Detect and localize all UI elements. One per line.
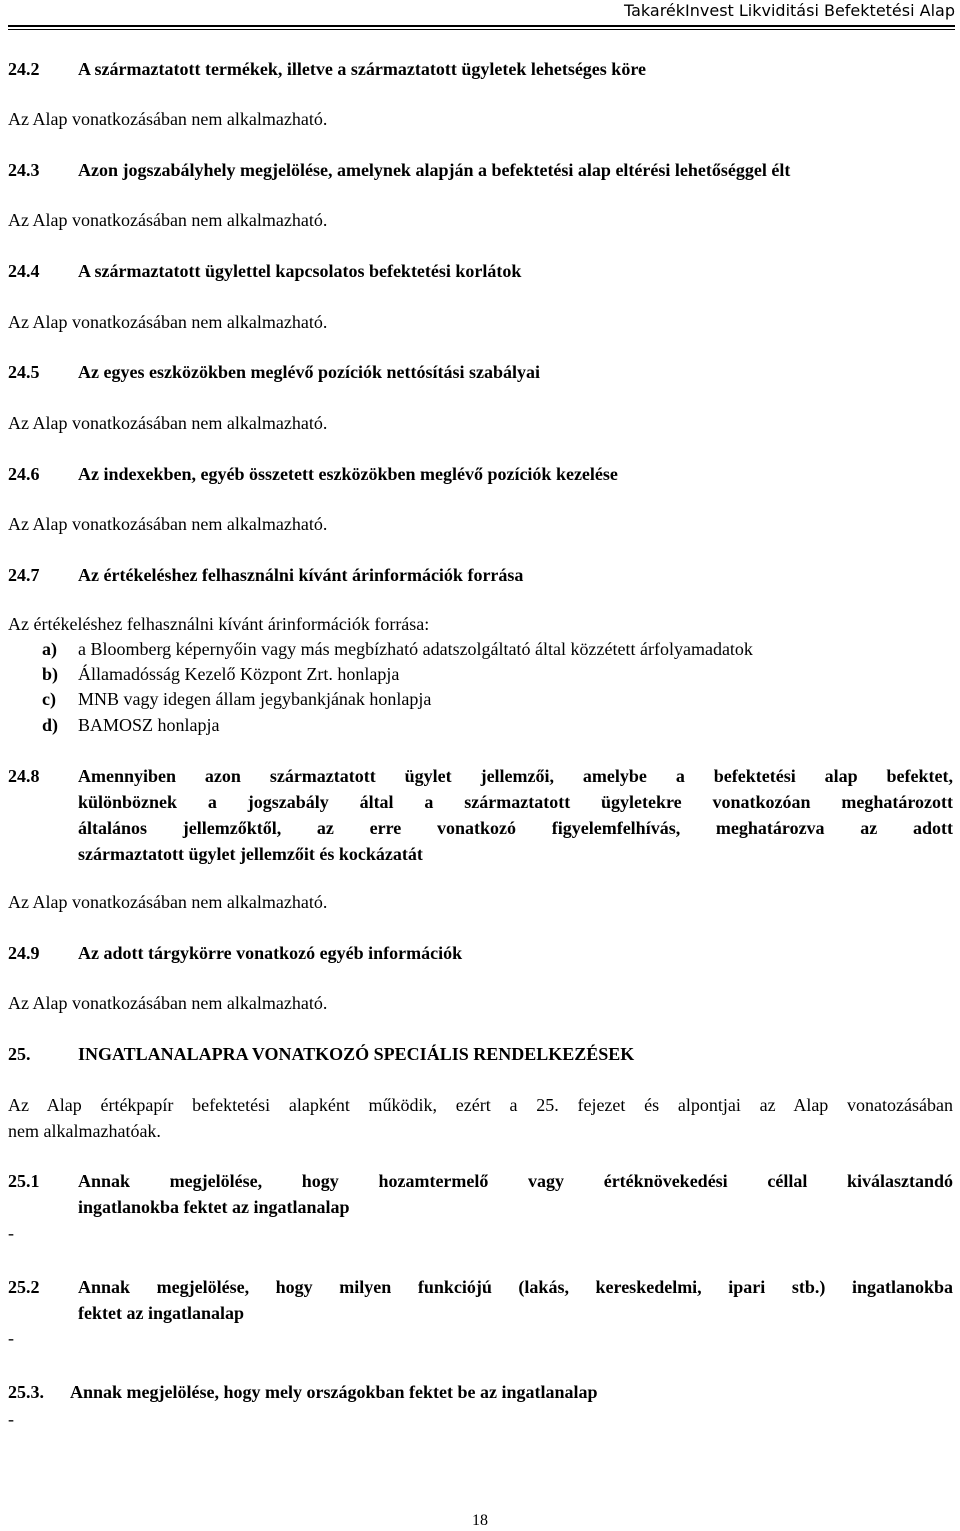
paragraph-24-5: Az Alap vonatkozásában nem alkalmazható. [8,413,328,433]
header-rule-thick [8,25,955,27]
heading-number: 24.8 [8,766,40,786]
heading-number: 24.6 [8,464,40,484]
list-item-b [42,661,399,687]
heading-title: Annak megjelölése, hogy mely országokban fektet be az ingatlanalap [70,1382,598,1402]
heading-title-line: általános jellemzőktől, az erre vonatkozó figyelemfelhívás, meghatározva az adott [78,818,953,838]
header-title: TakarékInvest Likviditási Befektetési Alap [623,1,955,20]
list-item-a [42,636,753,662]
list-item-text: MNB vagy idegen állam jegybankjának honlapja [78,689,432,709]
list-marker: b) [42,664,59,684]
list-marker: d) [42,715,59,735]
paragraph-24-3: Az Alap vonatkozásában nem alkalmazható. [8,210,328,230]
paragraph-24-7-intro: Az értékeléshez felhasználni kívánt árinformációk forrása: [8,614,430,634]
paragraph-25-3: - [8,1409,14,1429]
heading-number: 24.3 [8,160,40,180]
heading-title-line: különböznek a jogszabály által a származtatott ügyletekre vonatkozóan meghatározott [78,792,953,812]
list-item-text: a Bloomberg képernyőin vagy más megbízható adatszolgáltató által közzétett árfolyamadatok [78,639,753,659]
list-marker: a) [42,639,57,659]
heading-title-line: Annak megjelölése, hogy milyen funkciójú (lakás, kereskedelmi, ipari stb.) ingatlanokba [78,1277,953,1297]
heading-number: 24.2 [8,59,40,79]
paragraph-25-line-2: nem alkalmazhatóak. [8,1121,161,1141]
heading-title-line: Annak megjelölése, hogy hozamtermelő vagy értéknövekedési céllal kiválasztandó [78,1171,953,1191]
heading-number: 24.7 [8,565,40,585]
heading-title [78,1168,953,1220]
heading-title: Az indexekben, egyéb összetett eszközökben meglévő pozíciók kezelése [78,464,618,484]
paragraph-25-line-1: Az Alap értékpapír befektetési alapként működik, ezért a 25. fejezet és alpontjai az Alap vonatozásában [8,1095,953,1115]
paragraph-24-4: Az Alap vonatkozásában nem alkalmazható. [8,312,328,332]
heading-title: INGATLANALAPRA VONATKOZÓ SPECIÁLIS RENDELKEZÉSEK [78,1044,635,1064]
heading-number: 25. [8,1044,31,1064]
list-item-text: Államadósság Kezelő Központ Zrt. honlapja [78,664,400,684]
heading-number: 24.9 [8,943,40,963]
heading-title-line: fektet az ingatlanalap [78,1303,244,1323]
list-item-c [42,686,431,712]
heading-title: Az adott tárgykörre vonatkozó egyéb információk [78,943,463,963]
heading-title: Az értékeléshez felhasználni kívánt árinformációk forrása [78,565,524,585]
paragraph-24-8: Az Alap vonatkozásában nem alkalmazható. [8,892,328,912]
heading-title: A származtatott ügylettel kapcsolatos befektetési korlátok [78,261,522,281]
paragraph-24-9: Az Alap vonatkozásában nem alkalmazható. [8,993,328,1013]
heading-title-line: Amennyiben azon származtatott ügylet jellemzői, amelybe a befektetési alap befektet, [78,766,953,786]
list-item-d [42,712,220,738]
heading-title-line: ingatlanokba fektet az ingatlanalap [78,1197,350,1217]
running-header [0,1,955,21]
header-rule-thin [8,29,955,30]
list-marker: c) [42,689,56,709]
heading-number: 24.4 [8,261,40,281]
heading-title [78,763,953,867]
paragraph-24-2: Az Alap vonatkozásában nem alkalmazható. [8,109,328,129]
page-number: 18 [472,1512,488,1529]
heading-number: 24.5 [8,362,40,382]
heading-number: 25.3. [8,1382,44,1402]
heading-title-line: származtatott ügylet jellemzőit és kockázatát [78,844,423,864]
heading-title [78,1274,953,1326]
heading-title: Az egyes eszközökben meglévő pozíciók nettósítási szabályai [78,362,540,382]
paragraph-24-6: Az Alap vonatkozásában nem alkalmazható. [8,514,328,534]
heading-title: A származtatott termékek, illetve a származtatott ügyletek lehetséges köre [78,59,646,79]
paragraph-25-1: - [8,1223,14,1243]
heading-number: 25.1 [8,1171,40,1191]
heading-number: 25.2 [8,1277,40,1297]
paragraph-25-2: - [8,1328,14,1348]
list-item-text: BAMOSZ honlapja [78,715,220,735]
heading-title: Azon jogszabályhely megjelölése, amelynek alapján a befektetési alap eltérési lehetőséggel élt [78,160,791,180]
